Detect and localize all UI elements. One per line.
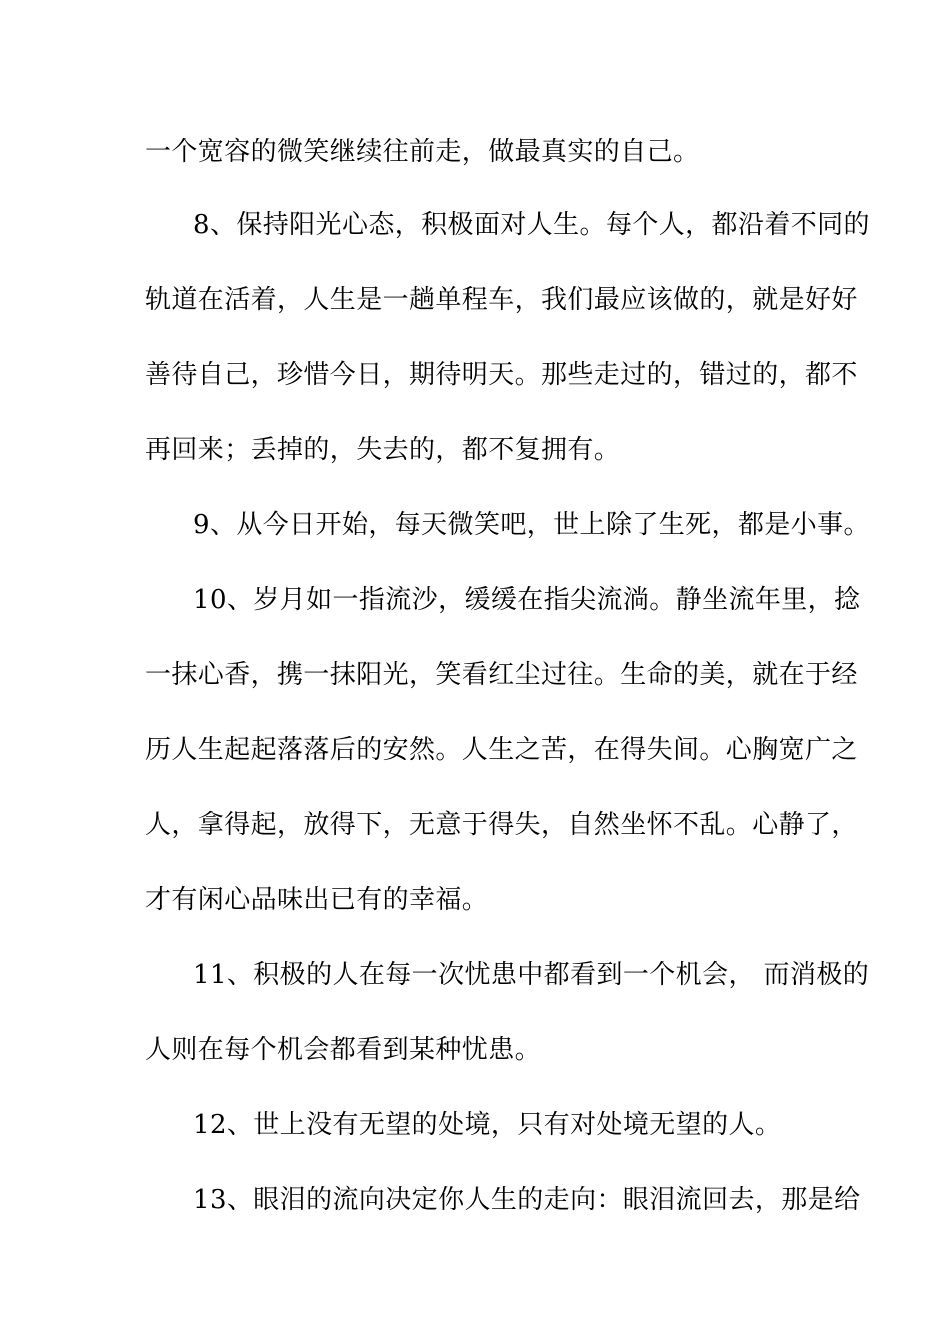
text-line: 人则在每个机会都看到某种忧患。	[145, 1035, 542, 1065]
text-line: 再回来；丢掉的，失去的，都不复拥有。	[145, 435, 621, 465]
text-line: 一抹心香，携一抹阳光，笑看红尘过往。生命的美，就在于经	[145, 660, 858, 690]
text-line: 历人生起起落落后的安然。人生之苦，在得失间。心胸宽广之	[145, 735, 858, 765]
paragraph-8-line: 8、保持阳光心态，积极面对人生。每个人，都沿着不同的	[193, 210, 870, 240]
text-line: 善待自己，珍惜今日，期待明天。那些走过的，错过的，都不	[145, 360, 858, 390]
paragraph-11-line: 11、积极的人在每一次忧患中都看到一个机会， 而消极的	[193, 960, 870, 990]
paragraph-10-line: 10、岁月如一指流沙，缓缓在指尖流淌。静坐流年里，捻	[193, 585, 861, 615]
text-line: 人，拿得起，放得下，无意于得失，自然坐怀不乱。心静了，	[145, 810, 858, 840]
text-line: 才有闲心品味出已有的幸福。	[145, 885, 489, 915]
paragraph-12-line: 12、世上没有无望的处境，只有对处境无望的人。	[193, 1110, 782, 1140]
text-line: 轨道在活着，人生是一趟单程车，我们最应该做的，就是好好	[145, 285, 858, 315]
text-line: 一个宽容的微笑继续往前走，做最真实的自己。	[145, 137, 700, 167]
paragraph-9-line: 9、从今日开始，每天微笑吧，世上除了生死，都是小事。	[193, 510, 870, 540]
paragraph-13-line: 13、眼泪的流向决定你人生的走向：眼泪流回去，那是给	[193, 1185, 861, 1215]
